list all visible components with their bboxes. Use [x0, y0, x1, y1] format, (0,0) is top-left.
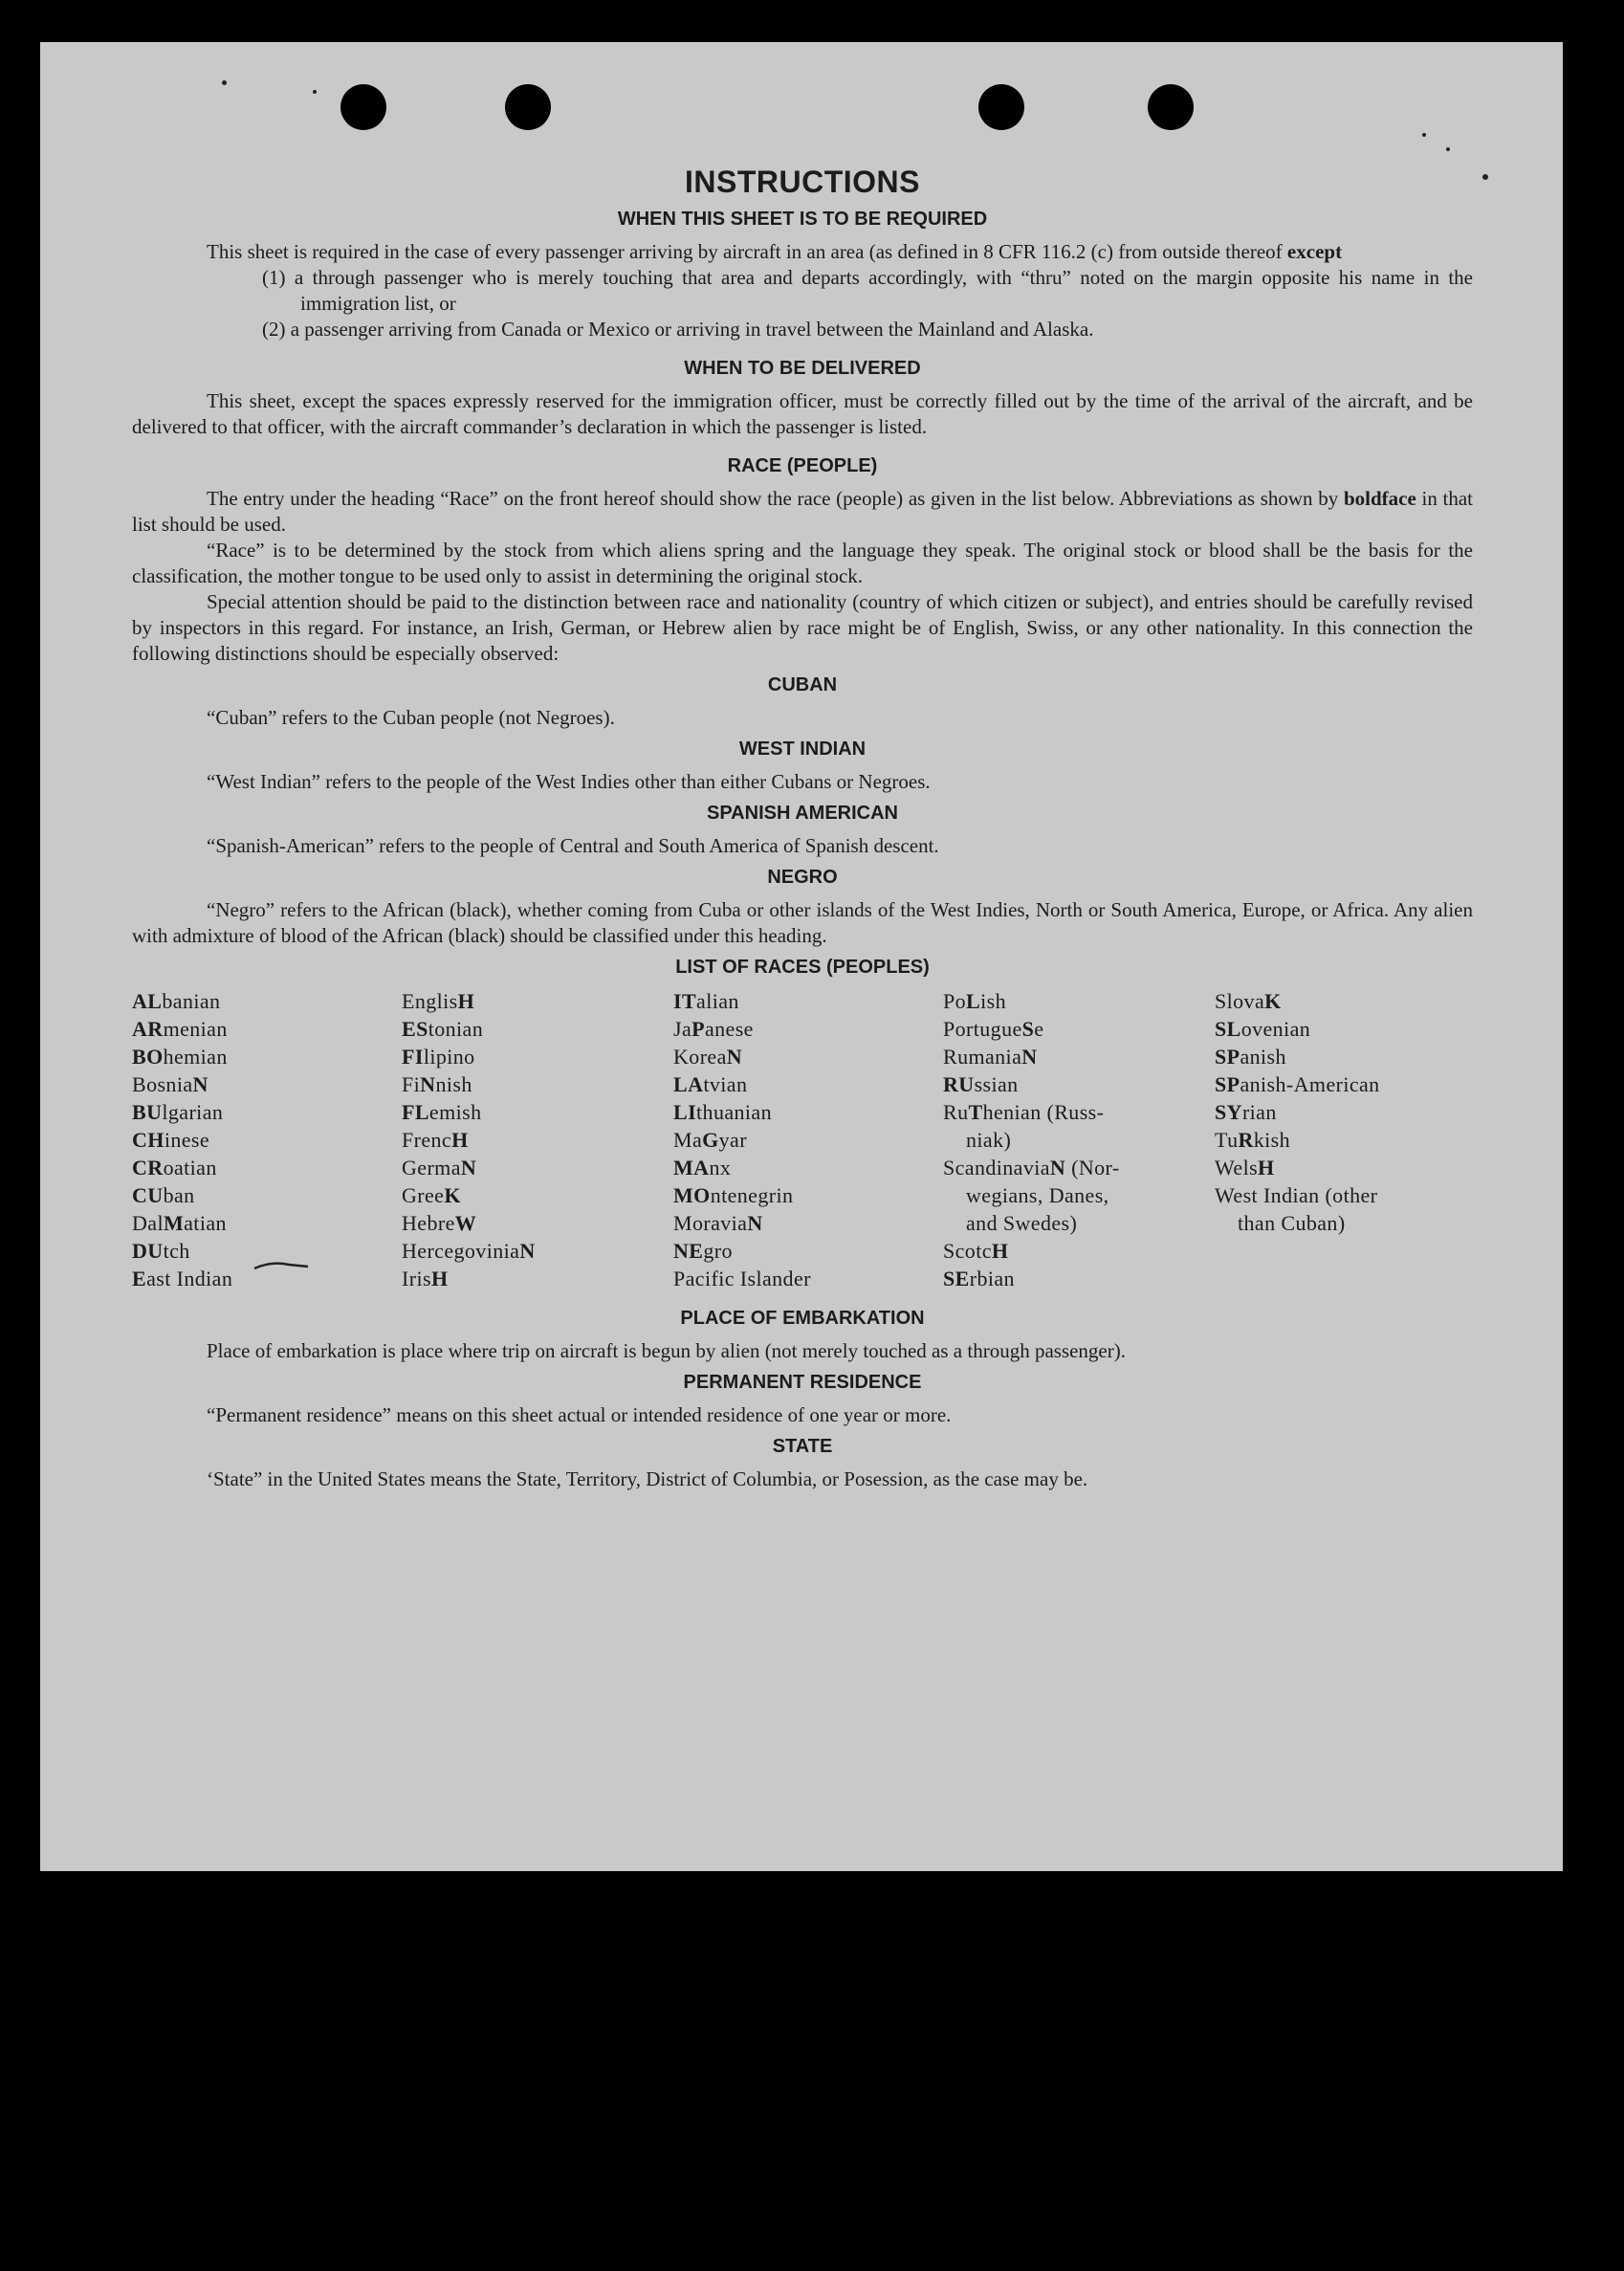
race-text: anish-American: [1240, 1072, 1380, 1096]
race-entry: [673, 987, 943, 1015]
race-text: Bosnia: [132, 1072, 193, 1096]
race-abbreviation: S: [1021, 1017, 1035, 1041]
race-entry-continuation: wegians, Danes,: [966, 1183, 1109, 1207]
race-entry: [673, 1070, 943, 1098]
race-text: Korea: [673, 1045, 727, 1069]
race-abbreviation: H: [457, 989, 475, 1013]
race-text: tonian: [428, 1017, 484, 1041]
race-entry: [402, 987, 673, 1015]
race-entry: [132, 1098, 402, 1126]
paragraph-state: ‘State” in the United States means the State, Territory, District of Columbia, or Posession, as the case may be.: [207, 1467, 1088, 1490]
paragraph-embarkation: Place of embarkation is place where trip on aircraft is begun by alien (not merely touched as a through passenger).: [207, 1339, 1126, 1362]
race-entry: [673, 1098, 943, 1126]
punch-hole: [978, 84, 1024, 130]
race-text: Ma: [673, 1128, 703, 1152]
race-entry: [1215, 987, 1473, 1015]
race-abbreviation: M: [163, 1211, 185, 1235]
race-entry-continuation: than Cuban): [1238, 1211, 1346, 1235]
race-entry: [132, 1209, 402, 1237]
race-text: kish: [1253, 1128, 1291, 1152]
heading-race: RACE (PEOPLE): [727, 455, 878, 476]
race-text: hemian: [163, 1045, 228, 1069]
race-entry: [402, 1070, 673, 1098]
race-entry: [402, 1015, 673, 1043]
paragraph-west-indian: “West Indian” refers to the people of the West Indies other than either Cubans or Negroes.: [207, 770, 931, 793]
race-text: rbian: [969, 1267, 1015, 1290]
race-entry: [673, 1015, 943, 1043]
race-entry: [132, 1154, 402, 1181]
race-text: banian: [162, 989, 221, 1013]
race-entry: [402, 1126, 673, 1154]
race-text: lgarian: [162, 1100, 224, 1124]
race-abbreviation: K: [1264, 989, 1282, 1013]
race-entry: [943, 1237, 1215, 1265]
race-entry: [132, 1265, 402, 1292]
exception-item-1: (1) a through passenger who is merely touching that area and departs accordingly, with “thru” noted on the margin opposite his name in the immigration list, or: [262, 266, 1473, 315]
race-abbreviation: W: [454, 1211, 477, 1235]
race-text: ssian: [974, 1072, 1019, 1096]
paragraph-permanent-residence: “Permanent residence” means on this sheet actual or intended residence of one year or more.: [207, 1403, 952, 1426]
race-abbreviation: FL: [402, 1100, 429, 1124]
race-entry: [132, 1043, 402, 1070]
race-entry: [402, 1154, 673, 1181]
race-text: henian (Russ-: [982, 1100, 1105, 1124]
race-abbreviation: CU: [132, 1183, 164, 1207]
race-text: nish: [435, 1072, 472, 1096]
race-entry: [943, 1154, 1215, 1181]
race-abbreviation: MO: [673, 1183, 711, 1207]
race-entry: [943, 1265, 1215, 1292]
race-abbreviation: L: [966, 989, 981, 1013]
race-text: ntenegrin: [710, 1183, 794, 1207]
race-entry: [943, 1043, 1215, 1070]
race-entry: [402, 1098, 673, 1126]
heading-embarkation: PLACE OF EMBARKATION: [680, 1308, 925, 1329]
race-column-1: [132, 987, 402, 1292]
paper-speck: [1446, 147, 1450, 151]
race-abbreviation: AR: [132, 1017, 164, 1041]
race-text: Tu: [1215, 1128, 1239, 1152]
race-abbreviation: DU: [132, 1239, 164, 1263]
race-abbreviation: K: [444, 1183, 461, 1207]
race-entry: [673, 1237, 943, 1265]
race-entry: [943, 1015, 1215, 1043]
race-abbreviation: N: [460, 1156, 477, 1180]
race-text: lipino: [423, 1045, 475, 1069]
race-abbreviation: P: [691, 1017, 705, 1041]
race-abbreviation: N: [519, 1239, 536, 1263]
race-abbreviation: SP: [1215, 1072, 1240, 1096]
paragraph-spanish-american: “Spanish-American” refers to the people of Central and South America of Spanish descent.: [207, 834, 939, 857]
paragraph-race-2: “Race” is to be determined by the stock from which aliens spring and the language they speak. The original stock or blood shall be the basis for the classification, the mother tongue to be used only to assist in determining the original stock.: [132, 539, 1473, 587]
race-entry: [673, 1043, 943, 1070]
race-text: (Nor-: [1065, 1156, 1120, 1180]
punch-hole: [505, 84, 551, 130]
race-abbreviation: SP: [1215, 1045, 1240, 1069]
heading-when-required: WHEN THIS SHEET IS TO BE REQUIRED: [617, 209, 988, 230]
race-entry: [943, 1098, 1215, 1126]
race-text: nx: [709, 1156, 732, 1180]
race-abbreviation: H: [430, 1267, 449, 1290]
race-abbreviation: N: [420, 1072, 436, 1096]
race-entry: [132, 1181, 402, 1209]
race-entry: [402, 1181, 673, 1209]
paper-speck: [222, 80, 227, 85]
race-text: Scandinavia: [943, 1156, 1050, 1180]
race-text: menian: [163, 1017, 228, 1041]
race-text: Fi: [402, 1072, 421, 1096]
race-text: anese: [704, 1017, 754, 1041]
race-abbreviation: SY: [1215, 1100, 1242, 1124]
race-abbreviation: H: [991, 1239, 1009, 1263]
race-entry: [132, 1070, 402, 1098]
race-text: Gree: [402, 1183, 445, 1207]
race-abbreviation: R: [1238, 1128, 1254, 1152]
race-text: Wels: [1215, 1156, 1259, 1180]
race-entry-continuation: and Swedes): [966, 1211, 1078, 1235]
race-abbreviation: LA: [673, 1072, 704, 1096]
race-abbreviation: N: [192, 1072, 208, 1096]
race-column-5: [1215, 987, 1473, 1292]
heading-negro: NEGRO: [767, 867, 838, 888]
race-entry: [673, 1209, 943, 1237]
race-entry: [673, 1265, 943, 1292]
race-entry: [1215, 1043, 1473, 1070]
race-entry: [673, 1126, 943, 1154]
heading-state: STATE: [772, 1436, 833, 1457]
race-entry: [673, 1154, 943, 1181]
race-entry: [132, 1237, 402, 1265]
race-text: Englis: [402, 989, 458, 1013]
race-text: Germa: [402, 1156, 461, 1180]
race-text: ast Indian: [146, 1267, 233, 1290]
race-text: emish: [428, 1100, 482, 1124]
paper-speck: [1482, 174, 1488, 180]
race-column-4: [943, 987, 1215, 1292]
race-abbreviation: SL: [1215, 1017, 1241, 1041]
race-entry-continuation: niak): [966, 1128, 1012, 1152]
race-entry: [943, 1070, 1215, 1098]
race-text: e: [1034, 1017, 1044, 1041]
race-entry: [673, 1181, 943, 1209]
race-entry: [1215, 1126, 1473, 1154]
paragraph-cuban: “Cuban” refers to the Cuban people (not Negroes).: [207, 706, 615, 729]
heading-west-indian: WEST INDIAN: [738, 739, 867, 760]
race-text: Hebre: [402, 1211, 455, 1235]
race-text: thuanian: [696, 1100, 773, 1124]
heading-when-delivered: WHEN TO BE DELIVERED: [684, 358, 921, 379]
race-entry: [132, 987, 402, 1015]
heading-cuban: CUBAN: [767, 674, 838, 695]
race-abbreviation: G: [702, 1128, 719, 1152]
race-entry: [402, 1043, 673, 1070]
paragraph-race-1: The entry under the heading “Race” on the front hereof should show the race (people) as given in the list below. Abbreviations as shown by boldface in that list should be used.: [132, 487, 1474, 536]
race-text: inese: [164, 1128, 210, 1152]
paragraph-race-3: Special attention should be paid to the distinction between race and nationality (country of which citizen or subject), and entries should be carefully revised by inspectors in this regard. For instance, an Irish, German, or Hebrew alien by race might be of English, Swiss, or any other nationality. In this connection the following distinctions should be especially observed:: [132, 590, 1473, 665]
race-abbreviation: SE: [943, 1267, 970, 1290]
race-text: West Indian (other: [1215, 1183, 1378, 1207]
race-text: Slova: [1215, 989, 1265, 1013]
race-text: Hercegovinia: [402, 1239, 520, 1263]
race-entry: [402, 1237, 673, 1265]
instructions-body: [132, 165, 1473, 1492]
punch-hole: [1148, 84, 1194, 130]
race-entry: [1215, 1098, 1473, 1126]
document-page: [40, 42, 1563, 1871]
race-text: anish: [1240, 1045, 1286, 1069]
race-text: Frenc: [402, 1128, 452, 1152]
race-abbreviation: MA: [673, 1156, 710, 1180]
race-abbreviation: BO: [132, 1045, 164, 1069]
race-abbreviation: RU: [943, 1072, 975, 1096]
race-abbreviation: IT: [673, 989, 697, 1013]
race-text: Ja: [673, 1017, 692, 1041]
exception-item-2: (2) a passenger arriving from Canada or Mexico or arriving in travel between the Mainland and Alaska.: [262, 318, 1094, 341]
race-abbreviation: H: [1258, 1156, 1275, 1180]
race-text: Ru: [943, 1100, 969, 1124]
race-abbreviation: NE: [673, 1239, 704, 1263]
race-text: gro: [703, 1239, 733, 1263]
race-text: Moravia: [673, 1211, 748, 1235]
race-text: rian: [1241, 1100, 1277, 1124]
race-entry: [402, 1265, 673, 1292]
race-entry: [132, 1126, 402, 1154]
race-abbreviation: N: [726, 1045, 743, 1069]
race-text: Portugue: [943, 1017, 1022, 1041]
race-text: tch: [163, 1239, 190, 1263]
race-abbreviation: ES: [402, 1017, 428, 1041]
race-entry: [943, 987, 1215, 1015]
race-abbreviation: N: [1049, 1156, 1066, 1180]
race-entry: [132, 1015, 402, 1043]
paper-speck: [313, 90, 317, 94]
race-text: Scotc: [943, 1239, 992, 1263]
race-abbreviation: FI: [402, 1045, 424, 1069]
paper-speck: [1422, 133, 1426, 137]
race-abbreviation: N: [747, 1211, 763, 1235]
paragraph-when-required: This sheet is required in the case of every passenger arriving by aircraft in an area (as defined in 8 CFR 116.2 (c) from outside thereof except: [207, 240, 1343, 263]
paragraph-negro: “Negro” refers to the African (black), whether coming from Cuba or other islands of the West Indies, North or South America, Europe, or Africa. Any alien with admixture of blood of the African (black) should be classified under this heading.: [132, 898, 1473, 947]
race-text: Po: [943, 989, 967, 1013]
race-text: Rumania: [943, 1045, 1022, 1069]
paragraph-when-delivered: This sheet, except the spaces expressly reserved for the immigration officer, must be correctly filled out by the time of the arrival of the aircraft, and be delivered to that officer, with the aircraft commander’s declaration in which the passenger is listed.: [132, 389, 1473, 438]
race-list: [132, 987, 1473, 1292]
punch-hole: [340, 84, 386, 130]
race-text: Dal: [132, 1211, 164, 1235]
race-column-2: [402, 987, 673, 1292]
race-text: ovenian: [1240, 1017, 1311, 1041]
race-abbreviation: AL: [132, 989, 163, 1013]
race-column-3: [673, 987, 943, 1292]
race-abbreviation: BU: [132, 1100, 163, 1124]
race-text: oatian: [163, 1156, 217, 1180]
race-text: tvian: [703, 1072, 748, 1096]
race-text: alian: [696, 989, 739, 1013]
race-abbreviation: CH: [132, 1128, 165, 1152]
race-text: ban: [163, 1183, 195, 1207]
page-title: INSTRUCTIONS: [685, 165, 920, 199]
race-abbreviation: LI: [673, 1100, 697, 1124]
race-text: yar: [718, 1128, 747, 1152]
heading-spanish-american: SPANISH AMERICAN: [706, 803, 898, 824]
race-text: Iris: [402, 1267, 431, 1290]
race-entry: [1215, 1154, 1473, 1181]
race-entry: [1215, 1015, 1473, 1043]
race-entry: [1215, 1070, 1473, 1098]
race-entry: [1215, 1181, 1473, 1209]
race-text: Pacific Islander: [673, 1267, 811, 1290]
race-text: ish: [980, 989, 1006, 1013]
race-entry: [402, 1209, 673, 1237]
race-abbreviation: H: [451, 1128, 469, 1152]
race-abbreviation: CR: [132, 1156, 164, 1180]
heading-permanent-residence: PERMANENT RESIDENCE: [683, 1372, 922, 1393]
race-text: atian: [184, 1211, 227, 1235]
heading-list-of-races: LIST OF RACES (PEOPLES): [675, 957, 930, 978]
race-abbreviation: T: [968, 1100, 983, 1124]
race-abbreviation: E: [132, 1267, 147, 1290]
race-abbreviation: N: [1021, 1045, 1038, 1069]
